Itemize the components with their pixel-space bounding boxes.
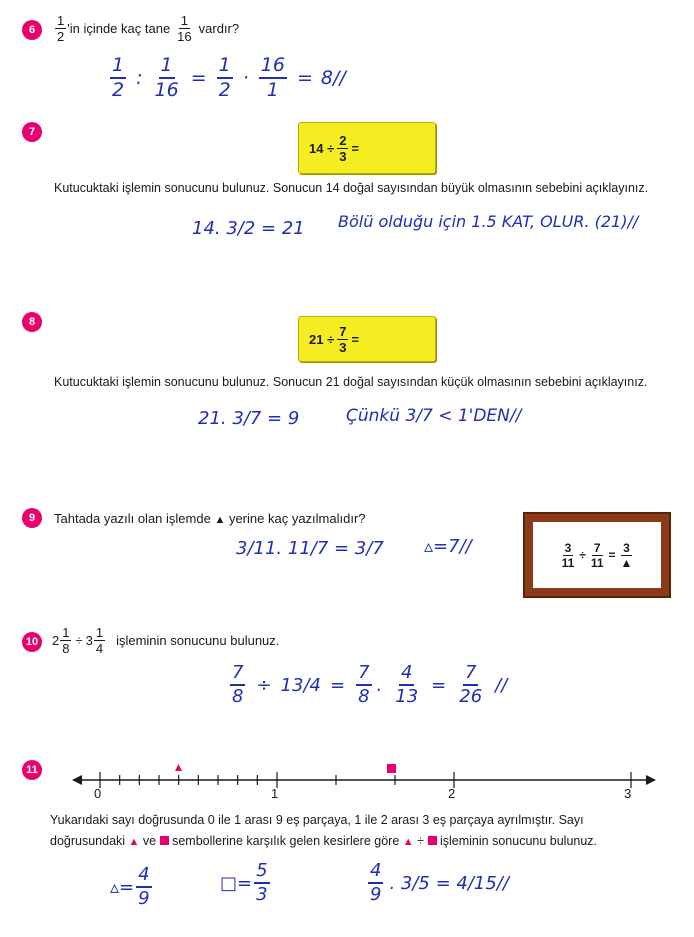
fraction: $\frac{1}{2}$ [57, 13, 65, 44]
tick-label-3: 3 [624, 786, 632, 801]
square-icon [160, 836, 169, 845]
question-number-11: 11 [22, 760, 42, 780]
question-number-6: 6 [22, 20, 42, 40]
question-8-text: Kutucuktaki işlemin sonucunu bulunuz. Sonucun 21 doğal sayısından küçük olmasının sebebini açıklayınız. [54, 375, 648, 389]
question-number-8: 8 [22, 312, 42, 332]
question-number-10: 10 [22, 632, 42, 652]
handwritten-answer-8b: Çünkü 3/7 < 1'DEN// [346, 406, 522, 426]
triangle-marker [175, 764, 182, 771]
fraction: $\frac{1}{16}$ [177, 13, 192, 44]
handwritten-answer-9b: ▵=7// [424, 536, 472, 557]
operation-box-7: 14 ÷ $\frac{2}{3}$ = [298, 122, 436, 174]
handwritten-answer-7b: Bölü olduğu için 1.5 KAT, OLUR. (21)// [338, 212, 639, 231]
question-11-text: Yukarıdaki sayı doğrusunda 0 ile 1 arası 9 eş parçaya, 1 ile 2 arası 3 eş parçaya ayrılmıştır. Sayı doğrusundaki ▲ ve sembollerine karşılık gelen kesirlere göre ▲ ÷ işleminin sonucunu bulunuz. [50, 813, 598, 848]
operation-box-8: 21 ÷ $\frac{7}{3}$ = [298, 316, 436, 362]
handwritten-answer-11a: ▵= $\frac{4}{9}$ [110, 864, 150, 909]
handwritten-answer-9a: 3/11. 11/7 = 3/7 [236, 538, 384, 559]
triangle-icon: ▲ [402, 836, 414, 848]
question-6-text: $\frac{1}{2}$ 'in içinde kaç tane $\frac{1}{16}$ vardır? [57, 13, 240, 44]
handwritten-answer-10: $\frac{7}{8}$ ÷ 13/4 = $\frac{7}{8}$ . $\frac{4}{13}$ = $\frac{7}{26}$ // [232, 662, 508, 707]
triangle-icon: ▲ [128, 836, 140, 848]
question-10-text: 2 $\frac{1}{8}$ ÷ 3 $\frac{1}{4}$ işleminin sonucunu bulunuz. [52, 625, 280, 656]
handwritten-answer-6: 1 2 : $\frac{1}{16}$ = $\frac{1}{2}$ · $\frac{16}{1}$ = 8// [112, 54, 346, 101]
tick-label-2: 2 [448, 786, 456, 801]
tick-label-0: 0 [94, 786, 102, 801]
question-7-text: Kutucuktaki işlemin sonucunu bulunuz. Sonucun 14 doğal sayısından büyük olmasının sebebini açıklayınız. [54, 181, 649, 195]
question-number-9: 9 [22, 508, 42, 528]
handwritten-answer-11b: □= $\frac{5}{3}$ [220, 860, 268, 905]
triangle-icon: ▲ [214, 514, 226, 526]
number-line [70, 760, 660, 800]
question-number-7: 7 [22, 122, 42, 142]
question-9-text: Tahtada yazılı olan işlemde ▲ yerine kaç yazılmalıdır? [54, 511, 366, 526]
tick-label-1: 1 [271, 786, 279, 801]
board-operation: $\frac{3}{11}$ ÷ $\frac{7}{11}$ = $\frac{3}{▲}$ [533, 522, 661, 588]
square-icon [428, 836, 437, 845]
handwritten-answer-11c: 4 9 . 3/5 = 4/15// [370, 860, 509, 905]
handwritten-answer-8a: 21. 3/7 = 9 [198, 408, 300, 429]
square-marker [387, 764, 396, 773]
chalkboard [523, 512, 671, 598]
handwritten-answer-7a: 14. 3/2 = 21 [192, 218, 305, 239]
